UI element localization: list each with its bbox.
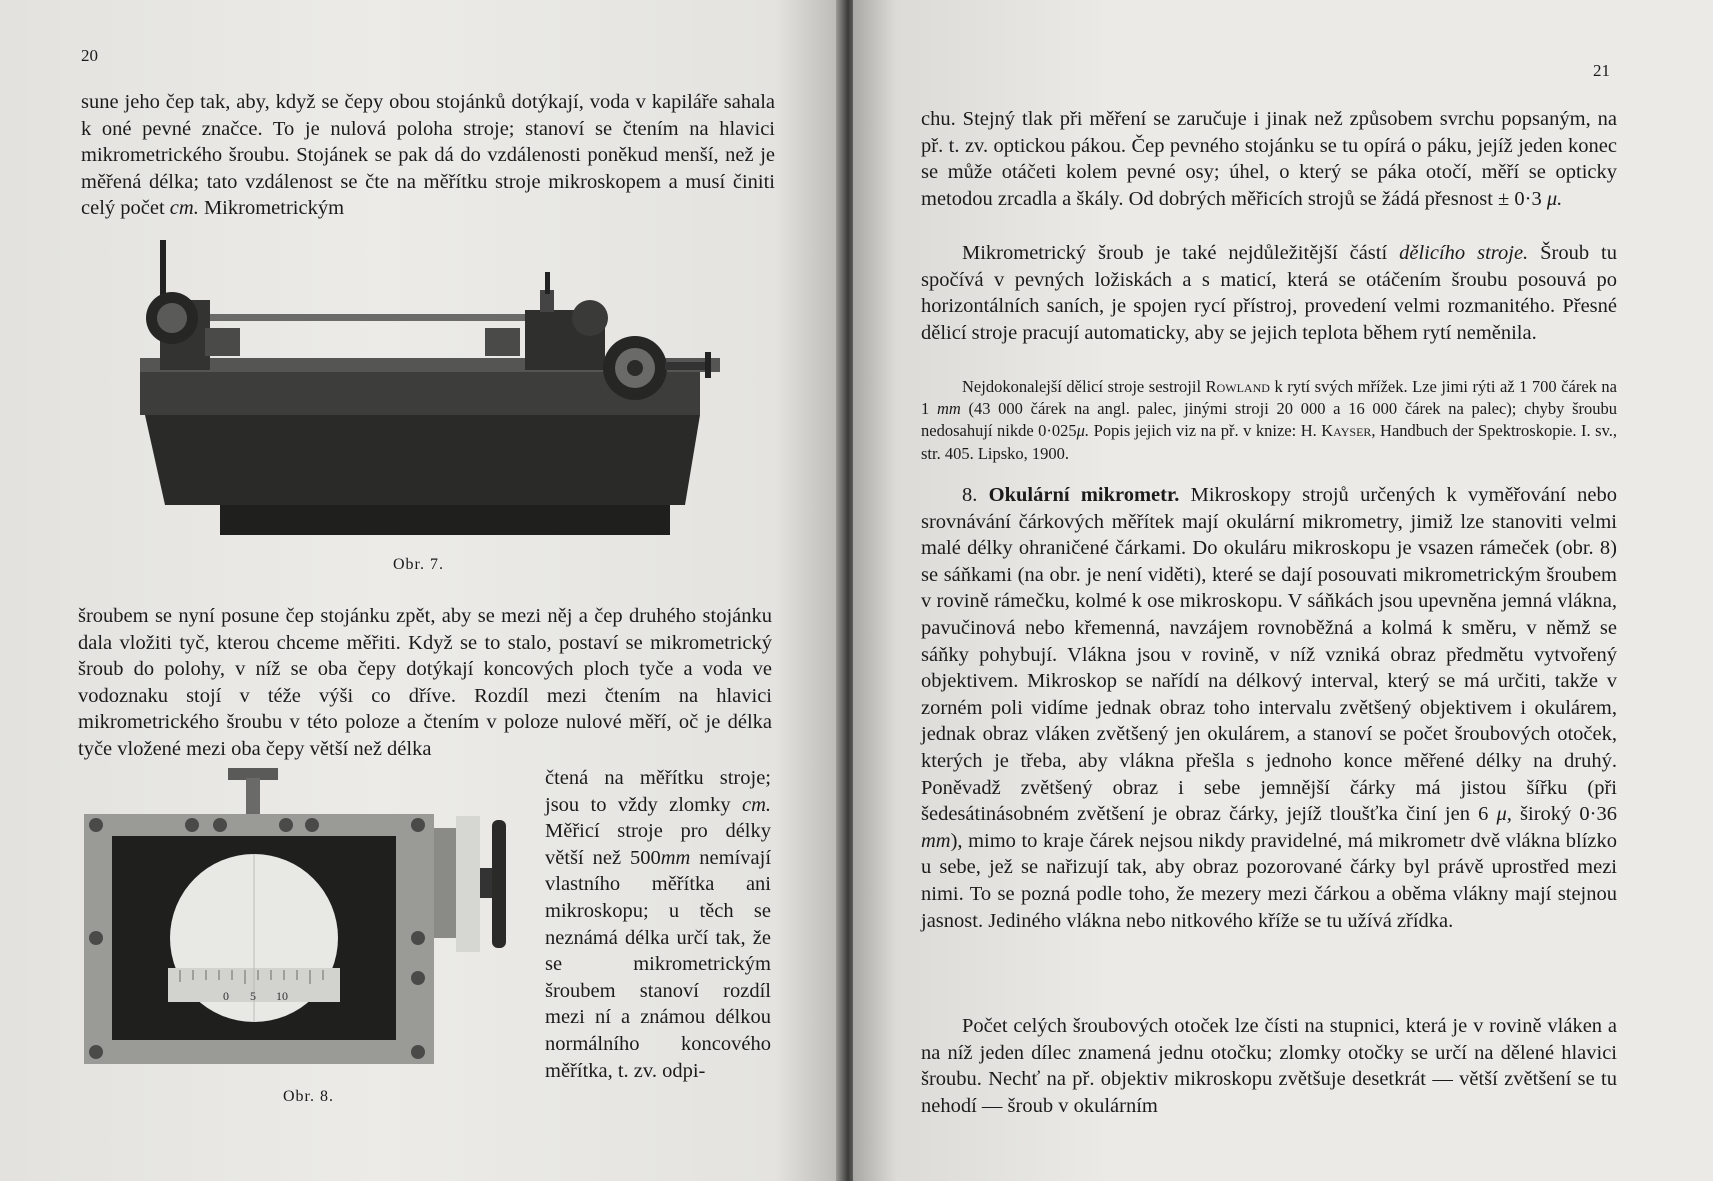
figure-8-caption: Obr. 8. — [283, 1088, 334, 1105]
figure-7-caption: Obr. 7. — [393, 556, 444, 573]
figure-8-illustration — [80, 768, 540, 1073]
left-paragraph-2: šroubem se nyní posune čep stojánku zpět, aby se mezi něj a čep druhého stojánku dala vložiti tyč, kterou chceme měřiti. Když se to stalo, postaví se mikrometrický šroub do polohy, v níž se oba čepy dotýkají koncových ploch tyče a voda ve vodoznaku stojí v téže výši co dříve. Rozdíl mezi čtením na hlavici mikrometrického šroubu v této poloze a čtením v poloze nulové měří, oč je délka tyče vložené mezi oba čepy větší než délka — [78, 605, 772, 760]
page-number-left: 20 — [81, 46, 98, 65]
right-page — [853, 0, 1713, 1181]
figure-8-ocular-micrometer — [80, 768, 540, 1078]
left-side-text: čtená na měřítku stroje; jsou to vždy zlomky cm. Měřicí stroje pro délky větší než 500mm nemívají vlastního měřítka ani mikroskopu; u těch se neznámá délka určí tak, že se mikrometrickým šroubem stanoví rozdíl mezi ní a známou délkou normálního koncového měřítka, t. zv. odpi- — [545, 767, 772, 1082]
scale-label-5: 5 — [250, 989, 256, 1003]
left-page — [0, 0, 843, 1181]
figure-7-illustration — [130, 240, 730, 550]
figure-7-dividing-machine — [130, 240, 730, 555]
right-small-note: Nejdokonalejší dělicí stroje sestrojil Rowland k rytí svých mřížek. Lze jimi rýti až 1 700 čárek na 1 mm (43 000 čárek na angl. palec, jinými stroji 20 000 a 16 000 čárek na palec); chyby šroubu nedosahují nikde 0·025μ. Popis jejich viz na př. v knize: H. Kayser, Handbuch der Spektroskopie. I. sv., str. 405. Lipsko, 1900. — [921, 377, 1618, 463]
scale-label-10: 10 — [276, 989, 288, 1003]
right-paragraph-2: Mikrometrický šroub je také nejdůležitější částí dělicího stroje. Šroub tu spočívá v pevných ložiskách a s maticí, která se otáčením šroubu posouvá po horizontálních saních, je spojen rycí přístroj, provedení velmi rozmanitého. Přesné dělicí stroje pracují automaticky, aby se jejich teplota během rytí neměnila. — [921, 242, 1618, 344]
page-number-right: 21 — [1593, 61, 1610, 80]
section-heading: Okulární mikrometr. — [988, 484, 1180, 506]
scale-label-0: 0 — [223, 989, 229, 1003]
right-paragraph-4: Počet celých šroubových otoček lze čísti na stupnici, která je v rovině vláken a na níž jeden dílec znamená jednu otočku; zlomky otočky se určí na dělené hlavici šroubu. Nechť na př. objektiv mikroskopu zvětšuje desetkrát — větší zvětšení se tu nehodí — šroub v okulárním — [921, 1015, 1617, 1117]
section-number: 8. — [962, 484, 978, 506]
right-section-8: 8. Okulární mikrometr. Mikroskopy strojů určených k vyměřování nebo srovnávání čárkových měřítek mají okulární mikrometry, jimiž lze stanoviti velmi malé délky ohraničené čárkami. Do okuláru mikroskopu je vsazen rámeček (obr. 8) se sáňkami (na obr. je není viděti), které se dají posouvati mikrometrickým šroubem v rovině rámečku, kolmé k ose mikroskopu. V sáňkách jsou upevněna jemná vlákna, pavučinová nebo křemenná, navzájem rovnoběžná a kolmá k směru, v němž se sáňky pohybují. Vlákna jsou v rovině, v níž vzniká obraz předmětu vytvořený objektivem. Mikroskop se nařídí na délkový interval, který se má určiti, takže v zorném poli vidíme jednak obraz toho intervalu zvětšený objektivem i okulárem, jednak obraz vláken zvětšený jen okulárem, a stanoví se počet šroubových otoček, kterých je třeba, aby vlákna přešla s jednoho konce měřené délky na druhý. Poněvadž zvětšený obraz i sebe jemnější čárky má jistou šířku (při šedesátinásobném zvětšení je obraz čárky, jejíž tloušťka činí jen 6 μ, široký 0·36 mm), mimo to kraje čárek nejsou nikdy pravidelné, má mikrometr dvě vlákna blízko u sebe, jež se nařizují tak, aby obraz pozorované čárky byl právě uprostřed mezi nimi. To se pozná podle toho, že mezery mezi čárkou a oběma vlákny mají stejnou jasnost. Jediného vlákna nebo nitkového kříže se tu užívá zřídka. — [921, 484, 1618, 932]
left-paragraph-1: sune jeho čep tak, aby, když se čepy obou stojánků dotýkají, voda v kapiláře sahala k oné pevné značce. To je nulová poloha stroje; stanoví se čtením na hlavici mikrometrického šroubu. Stojánek se pak dá do vzdálenosti poněkud menší, než je měřená délka; tato vzdálenost se čte na měřítku stroje mikroskopem a musí činiti celý počet cm. Mikrometrickým — [81, 91, 775, 220]
right-paragraph-1: chu. Stejný tlak při měření se zaručuje i jinak než způsobem svrchu popsaným, na př. t. zv. optickou pákou. Čep pevného stojánku se tu opírá o páku, jejíž jeden konec se může otáčeti kolem pevné osy; úhel, o který se páka otočí, měří se opticky metodou zrcadla a škály. Od dobrých měřicích strojů se žádá přesnost ± 0·3 μ. — [921, 108, 1617, 210]
